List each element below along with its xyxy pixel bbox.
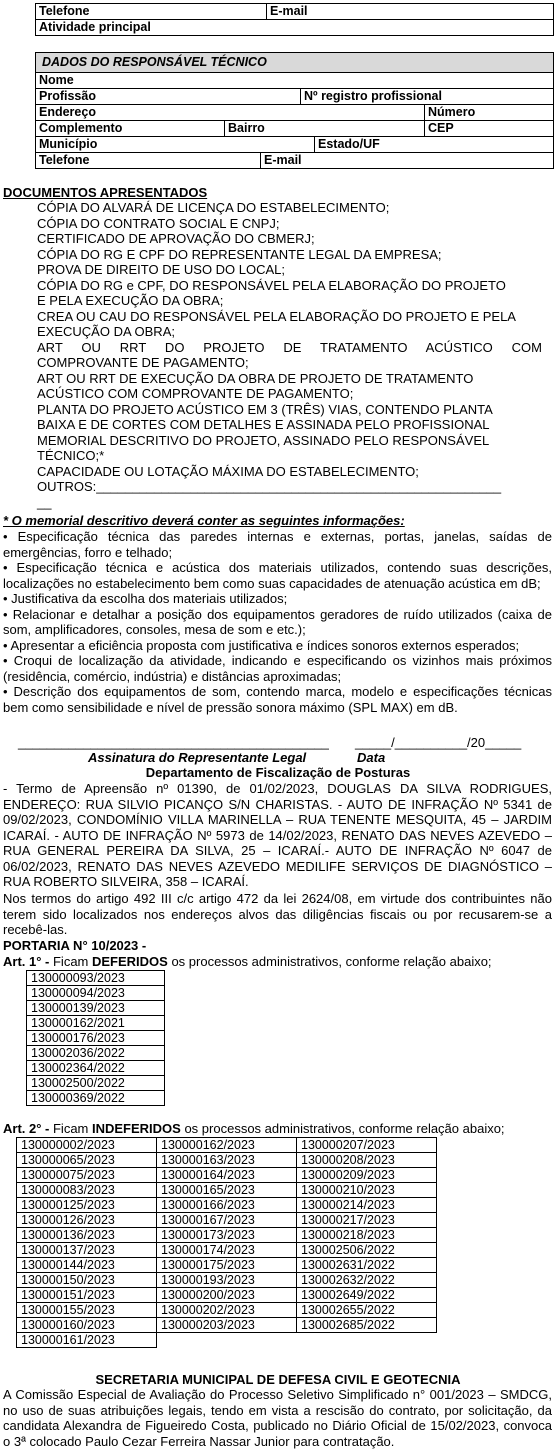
- process-number: 130000161/2023: [17, 1333, 157, 1348]
- table-row: [27, 1061, 165, 1076]
- table-row: [27, 1001, 165, 1016]
- deferidos-table: [26, 970, 165, 1106]
- memorial-bullet: • Especificação técnica e acústica dos materiais utilizados, contendo suas descrições, localizações no estabelecimento bem como suas capacidades de atenuação acústica em dB;: [3, 560, 552, 591]
- process-number: 130002364/2022: [27, 1061, 165, 1076]
- documento-line: E PELA EXECUÇÃO DA OBRA;: [37, 293, 224, 308]
- memorial-bullet: • Apresentar a eficiência proposta com justificativa e índices sonoros externos esperados;: [3, 637, 520, 653]
- process-number: 130000083/2023: [17, 1183, 157, 1198]
- art1-rest: os processos administrativos, conforme relação abaixo;: [167, 954, 492, 969]
- process-number: 130002685/2022: [297, 1318, 437, 1333]
- process-number: 130000002/2023: [17, 1138, 157, 1153]
- process-number: 130002506/2022: [297, 1243, 437, 1258]
- process-number: 130000200/2023: [157, 1288, 297, 1303]
- memorial-bullets: [3, 529, 552, 715]
- documento-line: CÓPIA DO RG e CPF, DO RESPONSÁVEL PELA ELABORAÇÃO DO PROJETO: [37, 277, 506, 293]
- process-number: 130000165/2023: [157, 1183, 297, 1198]
- table-row: [17, 1138, 437, 1153]
- nome-row: [36, 73, 553, 89]
- documentos-list: [37, 200, 542, 510]
- estado-label: Estado/UF: [314, 137, 555, 153]
- art1-bold: DEFERIDOS: [92, 954, 168, 969]
- memorial-bullet: • Relacionar e detalhar a posição dos equipamentos geradores de ruído utilizados (caixa de som, amplificadores, consoles, mesa de som e etc.);: [3, 606, 552, 637]
- process-number: 130000166/2023: [157, 1198, 297, 1213]
- documento-line: __: [37, 494, 52, 510]
- process-number: 130000217/2023: [297, 1213, 437, 1228]
- memorial-bullet: • Justificativa da escolha dos materiais utilizados;: [3, 591, 288, 606]
- documento-line: CÓPIA DO CONTRATO SOCIAL E CNPJ;: [37, 215, 280, 231]
- process-number: 130000160/2023: [17, 1318, 157, 1333]
- documentos-heading: DOCUMENTOS APRESENTADOS: [3, 185, 208, 200]
- process-number: 130000175/2023: [157, 1258, 297, 1273]
- table-row: [17, 1288, 437, 1303]
- table-row: [27, 1016, 165, 1031]
- process-number: 130000174/2023: [157, 1243, 297, 1258]
- process-number: 130000162/2021: [27, 1016, 165, 1031]
- documento-line: ACÚSTICO COM COMPROVANTE DE PAGAMENTO;: [37, 386, 354, 401]
- process-number: 130000136/2023: [17, 1228, 157, 1243]
- documento-line: CAPACIDADE OU LOTAÇÃO MÁXIMA DO ESTABELECIMENTO;: [37, 463, 419, 479]
- process-number: 130000193/2023: [157, 1273, 297, 1288]
- process-number: 130000164/2023: [157, 1168, 297, 1183]
- posturas-text-2: Nos termos do artigo 492 III c/c artigo 472 da lei 2624/08, em virtude dos contribuintes não terem sido localizados nos endereços alvos das diligências fiscais ou por recusarem-se a recebê-las.: [3, 891, 552, 937]
- process-number: 130002655/2022: [297, 1303, 437, 1318]
- documento-line: CÓPIA DO RG E CPF DO REPRESENTANTE LEGAL DA EMPRESA;: [37, 246, 442, 262]
- table-row: [17, 1183, 437, 1198]
- table-row: [17, 1333, 437, 1348]
- table-row: [17, 1213, 437, 1228]
- process-number: 130000209/2023: [297, 1168, 437, 1183]
- cep-label: CEP: [424, 121, 555, 137]
- process-number: 130000203/2023: [157, 1318, 297, 1333]
- atividade-row: [36, 20, 553, 36]
- table-row: [17, 1318, 437, 1333]
- memorial-bullet: • Descrição dos equipamentos de som, contendo marca, modelo e especificações técnicas bem como sensibilidade e nível de pressão sonora máximo (SPL MAX) em dB.: [3, 684, 552, 715]
- table-row: [17, 1273, 437, 1288]
- table-row: [27, 1031, 165, 1046]
- art2-text: [3, 1121, 505, 1137]
- art2-prefix: Art. 2° -: [3, 1121, 50, 1136]
- documento-line: ART OU RRT DO PROJETO DE TRATAMENTO ACÚSTICO COM: [37, 339, 542, 355]
- table-row: [17, 1168, 437, 1183]
- numero-label: Número: [424, 105, 555, 121]
- table-row: [17, 1198, 437, 1213]
- posturas-heading: Departamento de Fiscalização de Posturas: [145, 765, 411, 780]
- top-contact-table: [35, 3, 554, 36]
- signature-label: Assinatura do Representante Legal: [88, 750, 307, 765]
- telefone-label: Telefone: [39, 4, 90, 18]
- table-row: [17, 1303, 437, 1318]
- process-number: 130000126/2023: [17, 1213, 157, 1228]
- responsavel-tecnico-table: [35, 52, 554, 169]
- process-number: 130000144/2023: [17, 1258, 157, 1273]
- table-row: [17, 1258, 437, 1273]
- art1-mid: Ficam: [49, 954, 92, 969]
- profissao-label: Profissão: [39, 89, 96, 103]
- portaria-title: PORTARIA N° 10/2023 -: [3, 938, 147, 953]
- process-number: 130002500/2022: [27, 1076, 165, 1091]
- process-number: 130000210/2023: [297, 1183, 437, 1198]
- table-row: [17, 1153, 437, 1168]
- art1-text: [3, 954, 492, 970]
- process-number: 130000163/2023: [157, 1153, 297, 1168]
- responsavel-heading: DADOS DO RESPONSÁVEL TÉCNICO: [42, 55, 267, 69]
- registro-label: Nº registro profissional: [300, 89, 555, 105]
- nome-label: Nome: [39, 73, 74, 87]
- documento-line: CÓPIA DO ALVARÁ DE LICENÇA DO ESTABELECIMENTO;: [37, 200, 390, 215]
- documento-line: PROVA DE DIREITO DE USO DO LOCAL;: [37, 262, 286, 277]
- date-label: Data: [357, 750, 386, 765]
- documento-line: EXECUÇÃO DA OBRA;: [37, 324, 175, 339]
- table-row: [27, 971, 165, 986]
- art1-prefix: Art. 1° -: [3, 954, 50, 969]
- process-number: 130000151/2023: [17, 1288, 157, 1303]
- documento-line: TÉCNICO;*: [37, 448, 105, 463]
- process-number: 130000125/2023: [17, 1198, 157, 1213]
- table-row: [27, 986, 165, 1001]
- documento-line: COMPROVANTE DE PAGAMENTO;: [37, 355, 249, 370]
- process-number: 130000093/2023: [27, 971, 165, 986]
- documento-line: ART OU RRT DE EXECUÇÃO DA OBRA DE PROJETO DE TRATAMENTO: [37, 370, 474, 386]
- municipio-label: Município: [39, 137, 98, 151]
- process-number: 130000173/2023: [157, 1228, 297, 1243]
- process-number: 130000150/2023: [17, 1273, 157, 1288]
- process-number: 130000167/2023: [157, 1213, 297, 1228]
- email-label: E-mail: [266, 4, 555, 20]
- date-line: _____/__________/20_____: [355, 735, 522, 750]
- table-row: [17, 1228, 437, 1243]
- memorial-bullet: • Especificação técnica das paredes internas e externas, portas, janelas, saídas de emergências, forro e telhado;: [3, 529, 552, 560]
- process-number: 130002632/2022: [297, 1273, 437, 1288]
- bairro-label: Bairro: [224, 121, 424, 137]
- process-number: 130000094/2023: [27, 986, 165, 1001]
- table-row: [27, 1091, 165, 1106]
- endereco-row: [36, 105, 553, 121]
- process-number: 130000155/2023: [17, 1303, 157, 1318]
- process-number: 130000065/2023: [17, 1153, 157, 1168]
- responsavel-heading-row: [36, 53, 553, 73]
- telefone2-row: [36, 153, 553, 169]
- complemento-label: Complemento: [39, 121, 123, 135]
- indeferidos-table: [16, 1137, 437, 1348]
- memorial-bullet: • Croqui de localização da atividade, indicando e especificando os vizinhos mais próximos (residência, comércio, indústria) e distâncias aproximadas;: [3, 653, 552, 684]
- endereco-label: Endereço: [39, 105, 96, 119]
- process-number: 130000207/2023: [297, 1138, 437, 1153]
- process-number: 130000202/2023: [157, 1303, 297, 1318]
- process-number: 130000369/2022: [27, 1091, 165, 1106]
- documento-line: OUTROS:________________________________________________________: [37, 479, 502, 494]
- art2-rest: os processos administrativos, conforme relação abaixo;: [180, 1121, 505, 1136]
- posturas-text-1: - Termo de Apreensão nº 01390, de 01/02/2023, DOUGLAS DA SILVA RODRIGUES, ENDEREÇO: RUA SILVIO PICANÇO S/N CHARISTAS. - AUTO DE INFRAÇÃO Nº 5341 de 09/02/2023, CONDOMÍNIO VILLA MARINELLA – RUA TENENTE MESQUITA, 45 – JARDIM ICARAÍ. - AUTO DE INFRAÇÃO Nº 5973 de 14/02/2023, RENATO DAS NEVES AZEVEDO – RUA GENERAL PEREIRA DA SILVA, 25 – ICARAÍ.- AUTO DE INFRAÇÃO Nº 6047 de 06/02/2023, RENATO DAS NEVES AZEVEDO MEDILIFE SERVIÇOS DE DIAGNÓSTICO – RUA ROBERTO SILVEIRA, 358 – ICARAÍ.: [3, 781, 552, 889]
- process-number: 130002036/2022: [27, 1046, 165, 1061]
- process-number: 130000214/2023: [297, 1198, 437, 1213]
- signature-line: ___________________________________________: [18, 735, 329, 750]
- documento-line: BAIXA E DE CORTES COM DETALHES E ASSINADA PELO PROFISSIONAL: [37, 417, 490, 432]
- complemento-row: [36, 121, 553, 137]
- process-number: 130000208/2023: [297, 1153, 437, 1168]
- documento-line: MEMORIAL DESCRITIVO DO PROJETO, ASSINADO PELO RESPONSÁVEL: [37, 432, 490, 448]
- documento-line: CREA OU CAU DO RESPONSÁVEL PELA ELABORAÇÃO DO PROJETO E PELA: [37, 308, 516, 324]
- documento-line: CERTIFICADO DE APROVAÇÃO DO CBMERJ;: [37, 231, 315, 246]
- table-row: [17, 1243, 437, 1258]
- telefone2-label: Telefone: [39, 153, 90, 167]
- process-number: 130000139/2023: [27, 1001, 165, 1016]
- defesa-civil-text: A Comissão Especial de Avaliação do Processo Seletivo Simplificado n° 001/2023 – SMDCG, no uso de suas atribuições legais, tendo em vista a rescisão do contrato, por solicitação, da candidata Alexandra de Figueiredo Costa, publicado no Diário Oficial de 15/02/2023, convoca o 3ª colocado Paulo Cezar Ferreira Nassar Junior para contratação.: [3, 1387, 552, 1449]
- profissao-row: [36, 89, 553, 105]
- municipio-row: [36, 137, 553, 153]
- process-number: 130000137/2023: [17, 1243, 157, 1258]
- process-number: 130000176/2023: [27, 1031, 165, 1046]
- email2-label: E-mail: [260, 153, 555, 169]
- process-number: 130000218/2023: [297, 1228, 437, 1243]
- process-number: 130002649/2022: [297, 1288, 437, 1303]
- process-number: 130000075/2023: [17, 1168, 157, 1183]
- process-number: 130000162/2023: [157, 1138, 297, 1153]
- table-row: [27, 1076, 165, 1091]
- art2-mid: Ficam: [49, 1121, 92, 1136]
- process-number: 130002631/2022: [297, 1258, 437, 1273]
- telefone-row: [36, 4, 553, 20]
- atividade-label: Atividade principal: [39, 20, 151, 34]
- defesa-civil-heading: SECRETARIA MUNICIPAL DE DEFESA CIVIL E GEOTECNIA: [95, 1372, 461, 1387]
- table-row: [27, 1046, 165, 1061]
- documento-line: PLANTA DO PROJETO ACÚSTICO EM 3 (TRÊS) VIAS, CONTENDO PLANTA: [37, 401, 493, 417]
- memorial-heading: * O memorial descritivo deverá conter as seguintes informações:: [3, 513, 405, 528]
- art2-bold: INDEFERIDOS: [92, 1121, 181, 1136]
